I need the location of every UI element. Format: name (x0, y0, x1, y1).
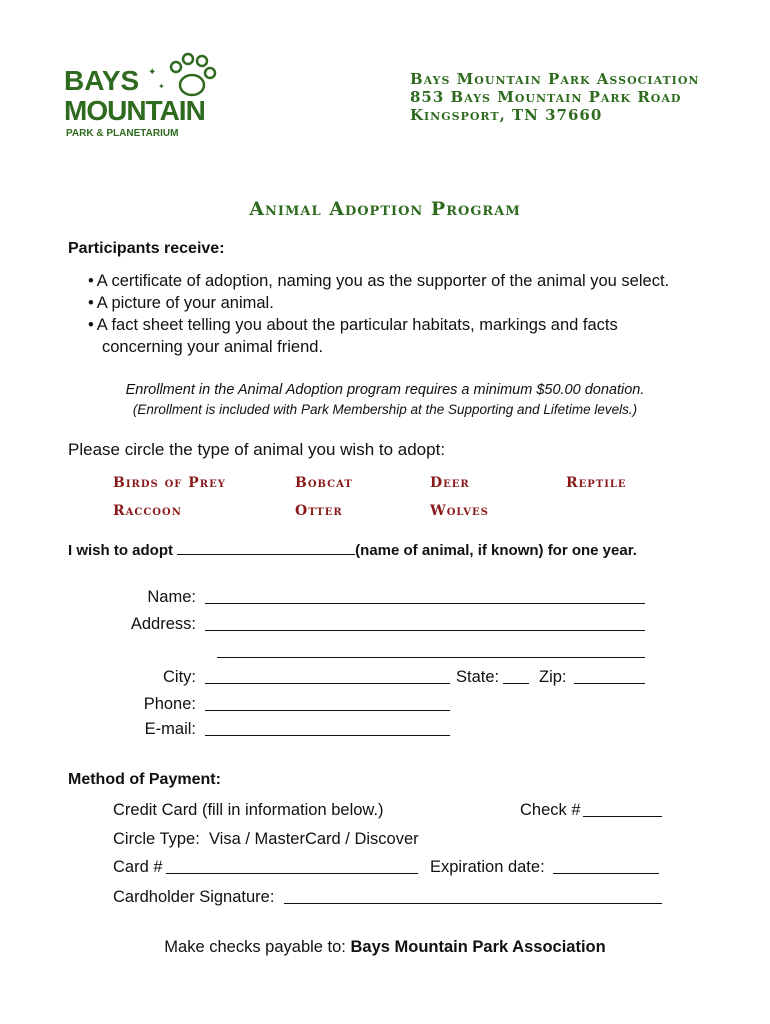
list-item-continuation: concerning your animal friend. (102, 338, 324, 356)
address-line-2: 853 Bays Mountain Park Road (410, 88, 682, 106)
participants-heading: Participants receive: (68, 240, 225, 257)
enrollment-line-2: (Enrollment is included with Park Membership at the Supporting and Lifetime levels.) (132, 402, 638, 417)
card-number-label: Card # (113, 858, 163, 876)
animal-option-bobcat[interactable]: Bobcat (295, 475, 353, 491)
animal-option-raccoon[interactable]: Raccoon (113, 503, 182, 519)
address-label: Address: (130, 615, 196, 633)
logo (62, 45, 232, 165)
credit-card-option[interactable]: Credit Card (fill in information below.) (113, 801, 384, 819)
list-item: • A fact sheet telling you about the particular habitats, markings and facts (88, 314, 669, 336)
list-item: • A certificate of adoption, naming you as the supporter of the animal you select. (88, 270, 669, 292)
payee-name: Bays Mountain Park Association (350, 938, 606, 956)
participants-list (88, 270, 669, 358)
animal-option-otter[interactable]: Otter (295, 503, 343, 519)
animal-option-birds[interactable]: Birds of Prey (113, 475, 226, 491)
email-label: E-mail: (144, 720, 196, 738)
signature-label: Cardholder Signature: (113, 888, 275, 906)
svg-text:✦: ✦ (158, 82, 165, 91)
animal-option-wolves[interactable]: Wolves (430, 503, 489, 519)
card-number-field[interactable] (166, 859, 418, 874)
check-number-field[interactable] (583, 802, 662, 817)
payable-prefix: Make checks payable to: (164, 938, 346, 956)
expiration-field[interactable] (553, 859, 659, 874)
animal-option-deer[interactable]: Deer (430, 475, 470, 491)
animal-option-reptile[interactable]: Reptile (566, 475, 627, 491)
logo-line-3: PARK & PLANETARIUM (66, 128, 179, 139)
state-label: State: (456, 668, 500, 686)
phone-field[interactable] (205, 696, 450, 711)
address-line-3: Kingsport, TN 37660 (410, 106, 603, 124)
page-title: Animal Adoption Program (249, 198, 521, 220)
enrollment-line-1: Enrollment in the Animal Adoption program requires a minimum $50.00 donation. (125, 382, 645, 398)
check-label: Check # (520, 801, 581, 819)
adopt-line (68, 540, 637, 559)
zip-field[interactable] (574, 669, 645, 684)
zip-label: Zip: (539, 668, 567, 686)
email-field[interactable] (205, 721, 450, 736)
list-item: • A picture of your animal. (88, 292, 669, 314)
logo-line-2: MOUNTAIN (64, 95, 205, 126)
adopt-prefix: I wish to adopt (68, 542, 173, 559)
card-type-line[interactable]: Circle Type: Visa / MasterCard / Discover (113, 830, 419, 848)
payable-note (0, 938, 770, 957)
adopt-suffix: (name of animal, if known) for one year. (355, 542, 637, 559)
expiration-label: Expiration date: (430, 858, 545, 876)
association-address (410, 70, 699, 124)
city-label: City: (163, 668, 196, 686)
animal-prompt: Please circle the type of animal you wish to adopt: (68, 440, 446, 459)
city-field[interactable] (205, 669, 450, 684)
state-field[interactable] (503, 669, 529, 684)
signature-field[interactable] (284, 889, 662, 904)
animal-name-field[interactable] (177, 540, 355, 555)
name-field[interactable] (205, 589, 645, 604)
address-line-1: Bays Mountain Park Association (410, 70, 700, 88)
phone-label: Phone: (143, 695, 196, 713)
payment-heading: Method of Payment: (68, 771, 221, 788)
svg-text:✦: ✦ (148, 67, 157, 78)
address-field[interactable] (205, 616, 645, 631)
name-label: Name: (147, 588, 196, 606)
address-field-line-2[interactable] (217, 643, 645, 658)
logo-line-1: BAYS (64, 65, 140, 96)
enrollment-note (0, 381, 770, 419)
